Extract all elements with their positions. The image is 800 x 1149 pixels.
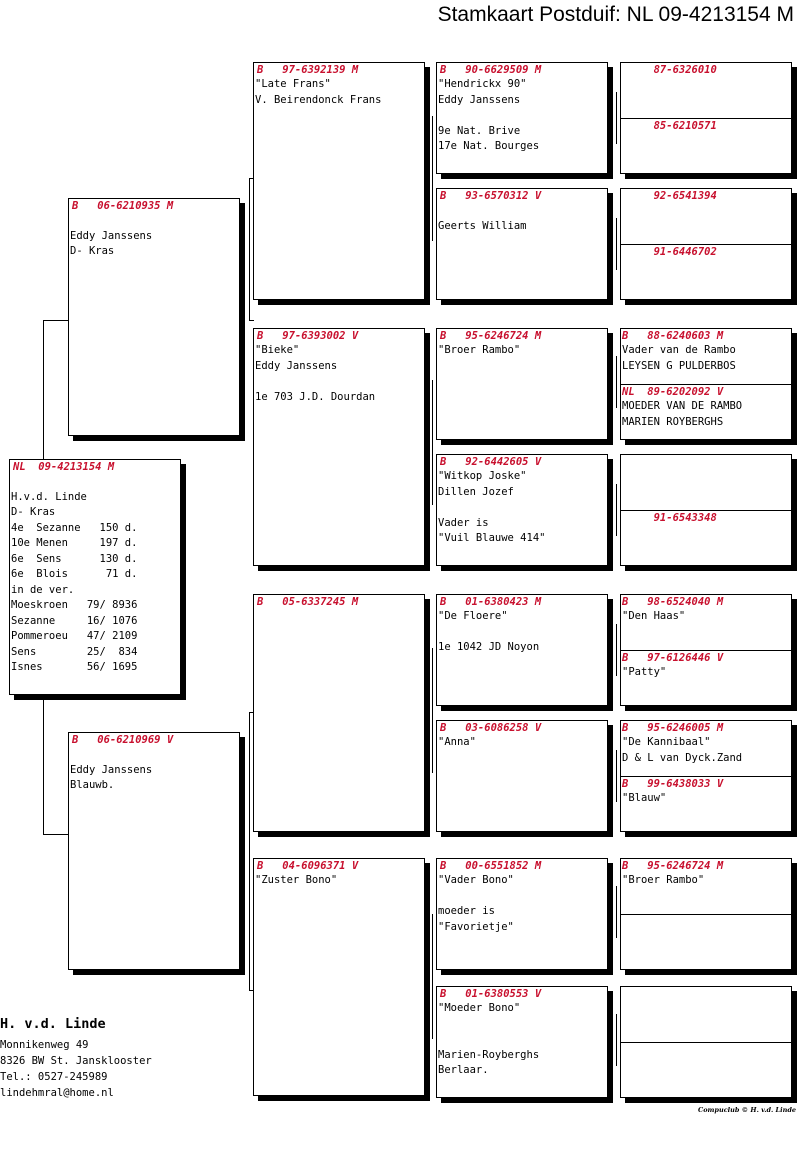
connector-line: [43, 320, 69, 321]
grandparent-line: [254, 374, 424, 390]
great-grandparent-line: "Vader Bono": [438, 874, 514, 886]
subject-line: 6e Blois 71 d.: [11, 568, 138, 580]
great-grandparent-line: 9e Nat. Brive: [438, 124, 521, 137]
great-grandparent-line: 17e Nat. Bourges: [438, 140, 540, 152]
dam-card[interactable]: [68, 732, 240, 970]
connector-line: [616, 218, 617, 270]
gen4-ring: NL 89-6202092 V: [622, 386, 724, 398]
gen4-line: "Blauw": [622, 792, 667, 804]
grandparent-ring: B 05-6337245 M: [257, 596, 359, 608]
subject-line: Isnes 56/ 1695: [11, 661, 138, 673]
connector-line: [616, 750, 617, 802]
connector-line: [616, 92, 617, 144]
great-grandparent-card[interactable]: [436, 594, 608, 706]
dam-line: Eddy Janssens: [70, 763, 153, 776]
connector-line: [43, 698, 44, 834]
subject-line: 6e Sens 130 d.: [11, 552, 138, 565]
great-grandparent-card[interactable]: [436, 328, 608, 440]
great-grandparent-ring: B 00-6551852 M: [440, 860, 542, 872]
great-grandparent-line: [437, 203, 607, 219]
gen4-ring: 92-6541394: [622, 190, 717, 202]
sire-ring: B 06-6210935 M: [72, 200, 174, 212]
connector-line: [43, 834, 69, 835]
great-grandparent-line: [437, 889, 607, 905]
owner-phone: Tel.: 0527-245989: [0, 1071, 108, 1083]
grandparent-ring: B 97-6393002 V: [257, 330, 359, 342]
gen4-card[interactable]: [620, 454, 792, 566]
gen4-card[interactable]: [620, 328, 792, 440]
gen4-dam[interactable]: [621, 384, 791, 440]
gen4-ring: B 99-6438033 V: [622, 778, 724, 790]
great-grandparent-line: Eddy Janssens: [438, 93, 521, 106]
great-grandparent-ring: B 92-6442605 V: [440, 456, 542, 468]
owner-email[interactable]: lindehmral@home.nl: [0, 1087, 114, 1099]
dam-line: [69, 747, 239, 763]
connector-line: [616, 886, 617, 938]
great-grandparent-line: "Broer Rambo": [438, 344, 521, 356]
subject-card[interactable]: [9, 459, 181, 695]
grandparent-card[interactable]: [253, 594, 425, 832]
gen4-dam[interactable]: [621, 914, 791, 970]
gen4-line: "De Kannibaal": [622, 736, 711, 748]
great-grandparent-card[interactable]: [436, 454, 608, 566]
great-grandparent-line: [437, 1017, 607, 1033]
gen4-dam[interactable]: [621, 1042, 791, 1098]
connector-line: [616, 484, 617, 536]
grandparent-card[interactable]: [253, 328, 425, 566]
gen4-ring: B 97-6126446 V: [622, 652, 724, 664]
gen4-ring: [621, 455, 791, 469]
great-grandparent-line: [437, 500, 607, 516]
gen4-ring: 85-6210571: [622, 120, 717, 132]
gen4-card[interactable]: [620, 986, 792, 1098]
subject-line: D- Kras: [11, 506, 56, 518]
gen4-sire[interactable]: [621, 329, 791, 384]
great-grandparent-ring: B 01-6380423 M: [440, 596, 542, 608]
gen4-line: Vader van de Rambo: [622, 344, 736, 356]
gen4-dam[interactable]: [621, 776, 791, 832]
gen4-sire[interactable]: [621, 859, 791, 914]
gen4-card[interactable]: [620, 62, 792, 174]
great-grandparent-ring: B 01-6380553 V: [440, 988, 542, 1000]
great-grandparent-line: "Anna": [438, 736, 476, 748]
page-title: Stamkaart Postduif: NL 09-4213154 M: [437, 3, 794, 26]
credit-text: Compuclub © H. v.d. Linde: [698, 1106, 796, 1114]
great-grandparent-line: "Moeder Bono": [438, 1002, 521, 1014]
gen4-sire[interactable]: [621, 595, 791, 650]
owner-name: H. v.d. Linde: [0, 1016, 106, 1032]
dam-ring: B 06-6210969 V: [72, 734, 174, 746]
great-grandparent-ring: B 95-6246724 M: [440, 330, 542, 342]
gen4-line: MOEDER VAN DE RAMBO: [622, 400, 743, 412]
subject-line: 10e Menen 197 d.: [11, 537, 138, 549]
gen4-dam[interactable]: [621, 650, 791, 706]
grandparent-line: "Late Frans": [255, 78, 331, 90]
connector-line: [616, 1014, 617, 1066]
subject-line: Pommeroeu 47/ 2109: [11, 630, 138, 642]
gen4-line: LEYSEN G PULDERBOS: [622, 359, 736, 372]
subject-line: in de ver.: [11, 583, 75, 596]
gen4-dam[interactable]: [621, 510, 791, 566]
connector-line: [432, 116, 433, 241]
great-grandparent-line: Vader is: [438, 516, 489, 529]
connector-line: [432, 380, 433, 505]
subject-line: [10, 474, 180, 490]
great-grandparent-line: "Favorietje": [438, 920, 514, 933]
gen4-card[interactable]: [620, 188, 792, 300]
gen4-line: "Broer Rambo": [622, 874, 705, 886]
great-grandparent-ring: B 03-6086258 V: [440, 722, 542, 734]
owner-address: Monnikenweg 49: [0, 1039, 89, 1051]
great-grandparent-line: Marien-Royberghs: [438, 1048, 540, 1061]
gen4-card[interactable]: [620, 858, 792, 970]
gen4-line: MARIEN ROYBERGHS: [622, 415, 724, 428]
connector-line: [616, 624, 617, 676]
gen4-ring: [621, 987, 791, 1001]
connector-line: [249, 320, 254, 321]
sire-line: [69, 213, 239, 229]
great-grandparent-line: "Witkop Joske": [438, 470, 527, 482]
sire-line: D- Kras: [70, 245, 115, 257]
great-grandparent-card[interactable]: [436, 986, 608, 1098]
grandparent-line: "Zuster Bono": [255, 874, 338, 886]
gen4-sire[interactable]: [621, 63, 791, 118]
subject-line: H.v.d. Linde: [11, 490, 87, 503]
gen4-ring: B 95-6246005 M: [622, 722, 724, 734]
gen4-dam[interactable]: [621, 244, 791, 300]
subject-line: Sezanne 16/ 1076: [11, 614, 138, 627]
grandparent-card[interactable]: [253, 858, 425, 1096]
sire-line: Eddy Janssens: [70, 229, 153, 242]
grandparent-line: "Bieke": [255, 344, 300, 356]
great-grandparent-line: Berlaar.: [438, 1064, 489, 1076]
gen4-card[interactable]: [620, 720, 792, 832]
grandparent-line: V. Beirendonck Frans: [255, 93, 382, 106]
connector-line: [249, 712, 250, 990]
subject-line: 4e Sezanne 150 d.: [11, 521, 138, 534]
gen4-ring: 87-6326010: [622, 64, 717, 76]
gen4-ring: B 98-6524040 M: [622, 596, 724, 608]
connector-line: [249, 178, 250, 320]
great-grandparent-line: [437, 108, 607, 124]
gen4-line: "Den Haas": [622, 610, 686, 622]
great-grandparent-card[interactable]: [436, 858, 608, 970]
great-grandparent-line: "De Floere": [438, 610, 508, 622]
gen4-dam[interactable]: [621, 118, 791, 174]
gen4-card[interactable]: [620, 594, 792, 706]
gen4-ring: [621, 915, 791, 929]
subject-line: Moeskroen 79/ 8936: [11, 599, 138, 611]
great-grandparent-ring: B 90-6629509 M: [440, 64, 542, 76]
great-grandparent-line: "Vuil Blauwe 414": [438, 532, 546, 544]
subject-ring: NL 09-4213154 M: [13, 461, 115, 473]
great-grandparent-line: Geerts William: [438, 219, 527, 232]
great-grandparent-card[interactable]: [436, 720, 608, 832]
gen4-ring: B 88-6240603 M: [622, 330, 724, 342]
great-grandparent-ring: B 93-6570312 V: [440, 190, 542, 202]
gen4-ring: B 95-6246724 M: [622, 860, 724, 872]
great-grandparent-card[interactable]: [436, 188, 608, 300]
sire-card[interactable]: [68, 198, 240, 436]
great-grandparent-line: 1e 1042 JD Noyon: [438, 641, 540, 653]
grandparent-ring: B 97-6392139 M: [257, 64, 359, 76]
gen4-ring: 91-6543348: [622, 512, 717, 524]
grandparent-card[interactable]: [253, 62, 425, 300]
great-grandparent-line: [437, 625, 607, 641]
dam-line: Blauwb.: [70, 779, 115, 791]
gen4-line: D & L van Dyck.Zand: [622, 751, 743, 764]
gen4-sire[interactable]: [621, 721, 791, 776]
great-grandparent-line: Dillen Jozef: [438, 485, 514, 498]
owner-city: 8326 BW St. Jansklooster: [0, 1055, 152, 1067]
connector-line: [432, 914, 433, 1039]
connector-line: [616, 356, 617, 408]
gen4-ring: [621, 1043, 791, 1057]
grandparent-line: Eddy Janssens: [255, 359, 338, 372]
connector-line: [43, 320, 44, 460]
gen4-sire[interactable]: [621, 987, 791, 1042]
grandparent-line: 1e 703 J.D. Dourdan: [255, 390, 376, 403]
connector-line: [432, 648, 433, 773]
owner-block: [0, 1015, 152, 1101]
gen4-sire[interactable]: [621, 189, 791, 244]
subject-line: Sens 25/ 834: [11, 645, 138, 658]
great-grandparent-card[interactable]: [436, 62, 608, 174]
great-grandparent-line: [437, 1032, 607, 1048]
great-grandparent-line: moeder is: [438, 905, 495, 917]
gen4-ring: 91-6446702: [622, 246, 717, 258]
grandparent-ring: B 04-6096371 V: [257, 860, 359, 872]
great-grandparent-line: "Hendrickx 90": [438, 78, 527, 90]
gen4-line: "Patty": [622, 666, 667, 678]
gen4-sire[interactable]: [621, 455, 791, 510]
